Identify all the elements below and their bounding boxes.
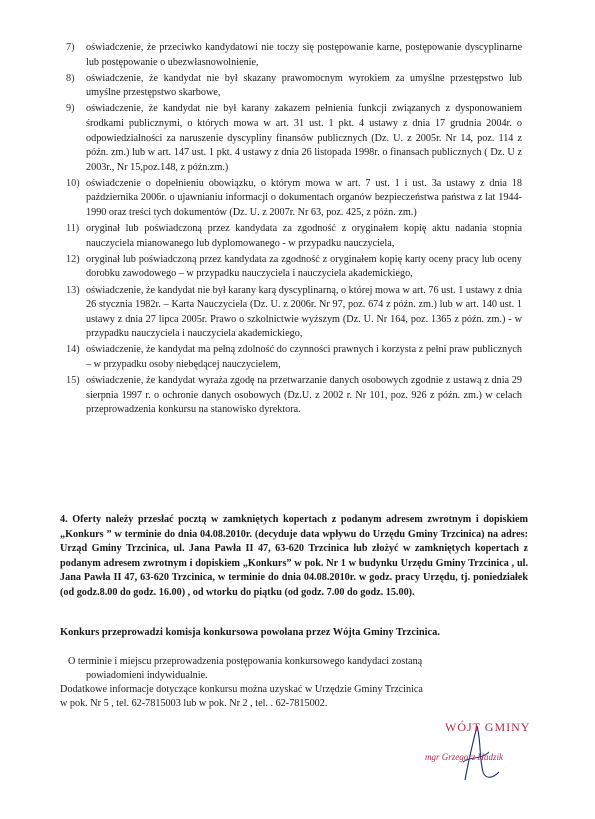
item-text: oryginał lub poświadczoną przez kandydata za zgodność z oryginałem kopię aktu nadania stopnia nauczyciela mianowanego lub dyplomowanego - w przypadku nauczyciela, <box>86 223 522 249</box>
list-item <box>66 72 522 101</box>
list-item <box>66 374 522 418</box>
item-text: oświadczenie, że kandydat nie był karany zakazem pełnienia funkcji związanych z dysponowaniem środkami publicznymi, o których mowa w art. 31 ust. 1 pkt. 4 ustawy z dnia 17 grudnia 2004r. o odpowiedzialności za naruszenie dyscypliny finansów publicznych (Dz. U. z 2005r. Nr 14, poz. 114 z późn. zm.) lub w art. 147 ust. 1 pkt. 4 ustawy z dnia 26 listopada 1998r. o finansach publicznych ( Dz. U z 2003r., Nr 15,poz.148, z późn.zm.) <box>86 103 522 173</box>
item-number: 12) <box>66 253 80 265</box>
item-number: 8) <box>66 72 75 84</box>
section-4-paragraph: 4. Oferty należy przesłać pocztą w zamkniętych kopertach z podanym adresem zwrotnym i dopiskiem „Konkurs ” w terminie do dnia 04.08.2010r. (decyduje data wpływu do Urzędu Gminy Trzcinica) na adres: Urząd Gminy Trzcinica, ul. Jana Pawła II 47, 63-620 Trzcinica lub złożyć w zamkniętych kopertach z podanym adresem zwrotnym i dopiskiem „Konkurs” w pok. Nr 1 w budynku Urzędu Gminy Trzcinica , ul. Jana Pawła II 47, 63-620 Trzcinica, w terminie do dnia 04.08.2010r. w godz. pracy Urzędu, tj. poniedziałek (od godz.8.00 do godz. 16.00) , od wtorku do piątku (od godz. 7.00 do godz. 15.00). <box>60 514 528 598</box>
item-number: 15) <box>66 375 80 387</box>
item-text: oświadczenie, że kandydat wyraża zgodę na przetwarzanie danych osobowych zgodnie z ustawą z dnia 29 sierpnia 1997 r. o ochronie danych osobowych (Dz.U. z 2002 r. Nr 101, poz. 926 z późn. zm.) w celach przeprowadzenia konkursu na stanowisko dyrektora. <box>86 375 522 416</box>
item-number: 7) <box>66 42 75 53</box>
item-number: 10) <box>66 177 80 189</box>
additional-info <box>60 655 520 711</box>
item-number: 14) <box>66 344 80 356</box>
item-text: oświadczenie, że przeciwko kandydatowi nie toczy się postępowanie karne, postępowanie dyscyplinarne lub postępowanie o ubezwłasnowolnienie, <box>86 42 522 68</box>
item-text: oświadczenie, że kandydat ma pełną zdolność do czynności prawnych i korzysta z pełni praw publicznych – w przypadku osoby niebędącej nauczycielem, <box>86 344 522 370</box>
info-line: powiadomieni indywidualnie. <box>86 670 208 681</box>
commission-statement: Konkurs przeprowadzi komisja konkursowa powołana przez Wójta Gminy Trzcinica. <box>60 627 440 638</box>
list-item <box>66 253 522 282</box>
info-line: O terminie i miejscu przeprowadzenia postępowania konkursowego kandydaci zostaną <box>68 656 423 667</box>
requirements-list <box>66 41 522 419</box>
item-number: 13) <box>66 284 80 296</box>
item-text: oświadczenie o dopełnieniu obowiązku, o którym mowa w art. 7 ust. 1 i ust. 3a ustawy z dnia 18 października 2006r. o ujawnianiu informacji o dokumentach organów bezpieczeństwa państwa z lat 1944-1990 oraz treści tych dokumentów (Dz. U. z 2007r. Nr 63, poz. 425, z późn. zm.) <box>86 177 522 219</box>
item-number: 11) <box>66 223 80 235</box>
info-line: w pok. Nr 5 , tel. 62-7815003 lub w pok. Nr 2 , tel. . 62-7815002. <box>60 698 328 709</box>
item-text: oświadczenie, że kandydat nie był skazany prawomocnym wyrokiem za umyślne przestępstwo lub umyślne przestępstwo skarbowe, <box>86 72 522 99</box>
stamp-title: WÓJT GMINY <box>445 720 531 734</box>
item-number: 9) <box>66 103 75 115</box>
list-item <box>66 102 522 175</box>
list-item <box>66 284 522 342</box>
stamp-name: mgr Grzegorz Hadzik <box>425 752 504 762</box>
item-text: oświadczenie, że kandydat nie był karany karą dyscyplinarną, o której mowa w art. 76 ust. 1 ustawy z dnia 26 stycznia 1982r. – Karta Nauczyciela (Dz. U. z 2006r. Nr 97, poz. 674 z późn. zm.) lub w art. 140 ust. 1 ustawy z dnia 27 lipca 2005r. Prawo o szkolnictwie wyższym (Dz. U. Nr 164, poz. 1365 z późn. zm.) - w przypadku nauczyciela i nauczyciela akademickiego, <box>86 284 522 340</box>
info-line: Dodatkowe informacje dotyczące konkursu można uzyskać w Urzędzie Gminy Trzcinica <box>60 684 423 695</box>
list-item <box>66 41 522 70</box>
item-text: oryginał lub poświadczoną przez kandydata za zgodność z oryginałem kopię karty oceny pracy lub oceny dorobku zawodowego – w przypadku nauczyciela i nauczyciela akademickiego, <box>86 253 522 280</box>
list-item <box>66 343 522 372</box>
signature-stamp <box>425 720 575 790</box>
list-item <box>66 222 522 251</box>
list-item <box>66 177 522 221</box>
